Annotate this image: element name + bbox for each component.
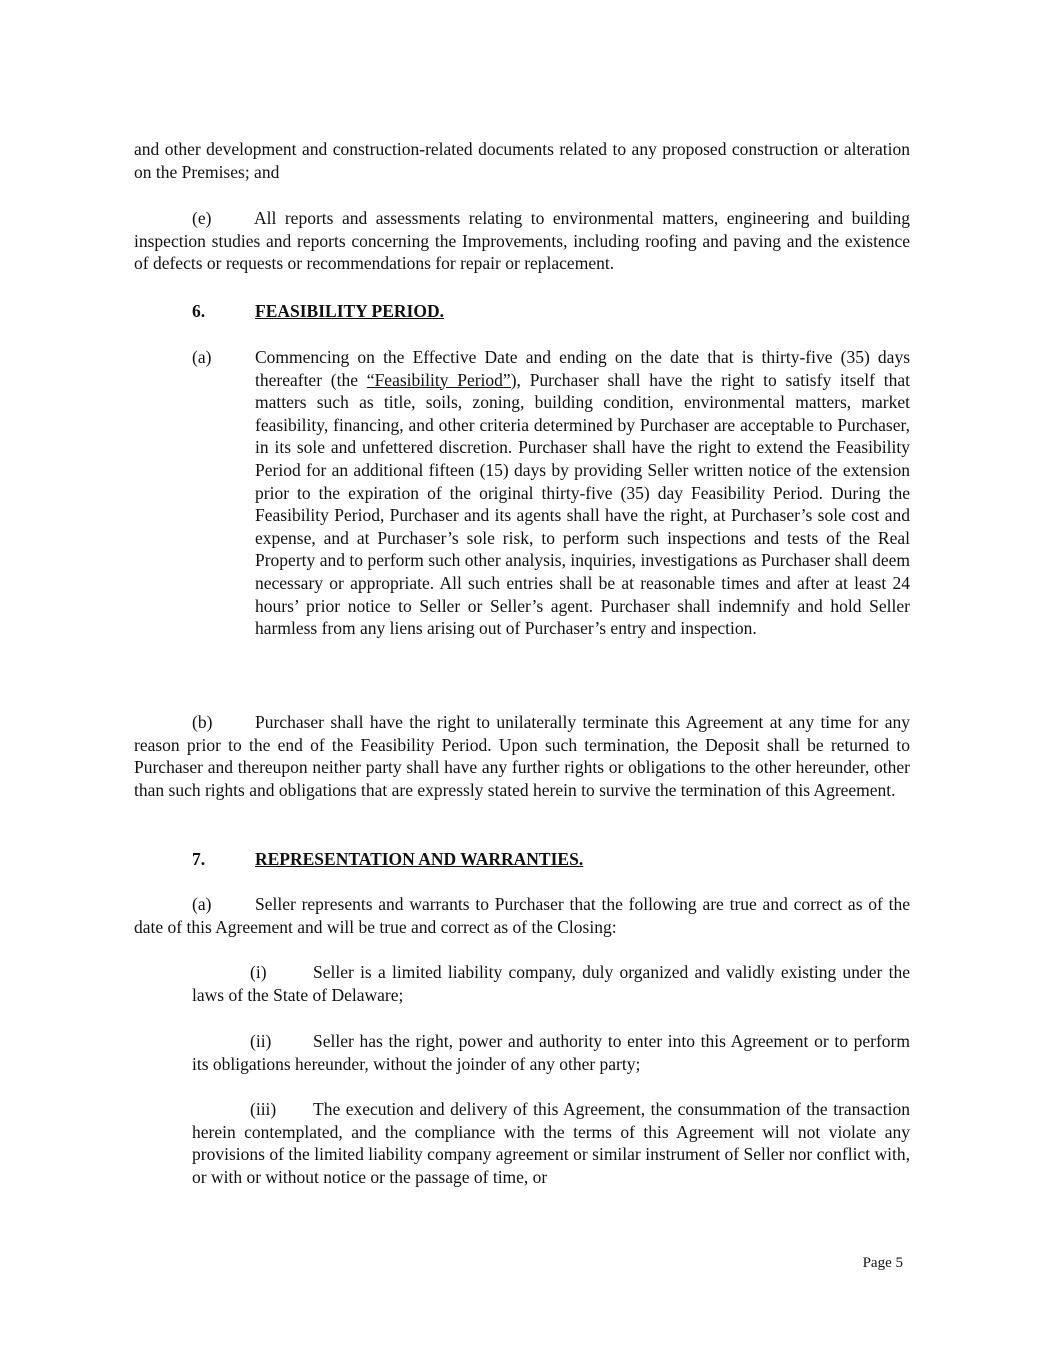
section-7a-ii-marker: (ii)	[250, 1031, 272, 1051]
section-7a-ii-paragraph	[192, 1030, 910, 1075]
section-7a-iii-paragraph	[192, 1098, 910, 1188]
section-6a-text	[255, 346, 910, 640]
section-7-number: 7.	[192, 849, 206, 869]
paragraph-e	[134, 207, 910, 275]
section-6a-text-after: Purchaser shall have the right to satisfy itself that matters such as title, soils, zoning, building condition, environmental matters, market feasibility, financing, and other criteria determined by Purchaser are acceptable to Purchaser, in its sole and unfettered discretion. Purchaser shall have the right to extend the Feasibility Period for an additional fifteen (15) days by providing Seller written notice of the extension prior to the expiration of the original thirty-five (35) day Feasibility Period. During the Feasibility Period, Purchaser and its agents shall have the right, at Purchaser’s sole cost and expense, and at Purchaser’s sole risk, to perform such inspections and tests of the Real Property and to perform such other analysis, inquiries, investigations as Purchaser shall deem necessary or appropriate. All such entries shall be at reasonable times and after at least 24 hours’ prior notice to Seller or Seller’s agent. Purchaser shall indemnify and hold Seller harmless from any liens arising out of Purchaser’s entry and inspection.	[255, 369, 910, 639]
section-7-title: REPRESENTATION AND WARRANTIES.	[255, 849, 584, 869]
section-7a-marker: (a)	[192, 894, 212, 914]
section-6-heading	[192, 300, 444, 323]
paragraph-e-marker: (e)	[192, 208, 212, 228]
section-7a-iii-marker: (iii)	[250, 1099, 277, 1119]
section-6b-text: Purchaser shall have the right to unilaterally terminate this Agreement at any time for any reason prior to the end of the Feasibility Period. Upon such termination, the Deposit shall be returned to Purchaser and thereupon neither party shall have any further rights or obligations to the other hereunder, other than such rights and obligations that are expressly stated herein to survive the termination of this Agreement.	[134, 712, 910, 800]
section-6-title: FEASIBILITY PERIOD.	[255, 301, 444, 321]
section-6b-paragraph	[134, 711, 910, 801]
continuation-paragraph: and other development and construction-related documents related to any proposed construction or alteration on the Premises; and	[134, 139, 910, 182]
feasibility-period-term: “Feasibility Period”),	[366, 369, 521, 390]
section-7a-text: Seller represents and warrants to Purchaser that the following are true and correct as of the date of this Agreement and will be true and correct as of the Closing:	[134, 894, 910, 937]
page-number: Page 5	[862, 1255, 903, 1271]
section-7-heading	[192, 848, 583, 871]
section-6a-marker: (a)	[192, 347, 212, 367]
section-6a-text-before: Commencing on the Effective Date and ending on the date that is thirty-five (35) days thereafter (the	[255, 347, 910, 390]
section-7a-iii-text: The execution and delivery of this Agreement, the consummation of the transaction herein contemplated, and the compliance with the terms of this Agreement will not violate any provisions of the limited liability company agreement or similar instrument of Seller nor conflict with, or with or without notice or the passage of time, or	[192, 1099, 910, 1187]
section-7a-paragraph	[134, 893, 910, 938]
section-6-number: 6.	[192, 301, 206, 321]
section-7a-i-marker: (i)	[250, 962, 267, 982]
section-7a-ii-text: Seller has the right, power and authority to enter into this Agreement or to perform its obligations hereunder, without the joinder of any other party;	[192, 1031, 910, 1074]
section-6b-marker: (b)	[192, 712, 213, 732]
section-7a-i-text: Seller is a limited liability company, duly organized and validly existing under the laws of the State of Delaware;	[192, 962, 910, 1005]
paragraph-e-text: All reports and assessments relating to environmental matters, engineering and building inspection studies and reports concerning the Improvements, including roofing and paving and the existence of defects or requests or recommendations for repair or replacement.	[134, 208, 910, 274]
section-7a-i-paragraph	[192, 961, 910, 1006]
